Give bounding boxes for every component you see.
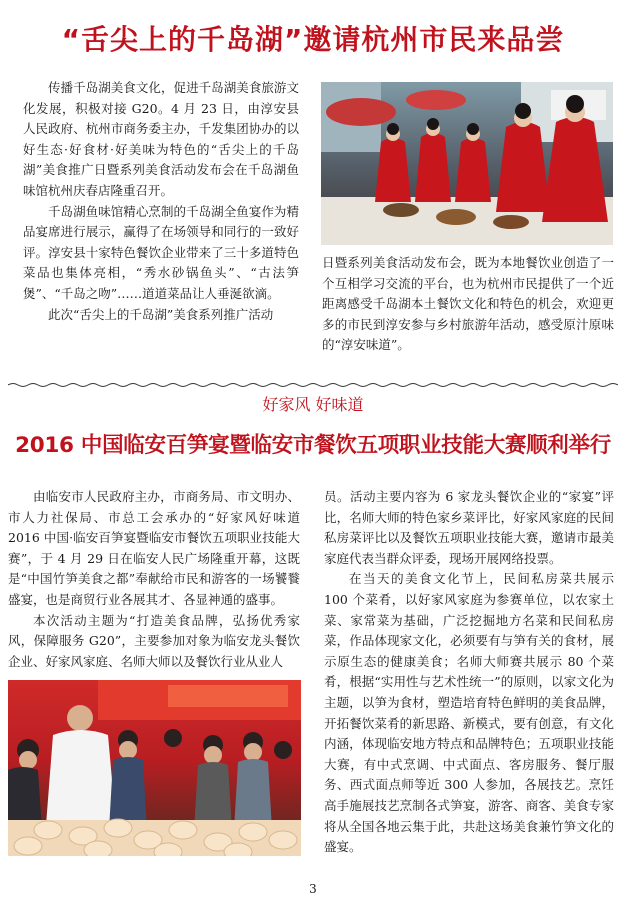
article2-paragraph: 在当天的美食文化节上，民间私房菜共展示 100 个菜肴，以好家风家庭为参赛单位，以农家土菜、家常菜为基础，广泛挖掘地方名菜和民间私房菜，作品体现家文化，必须要有与笋有关的食材，展示原生态的健康美食；名师大师赛共展示 80 个菜肴，根据“实用性与艺术性统一”的原则，以家文化为主题，以笋为食材，塑造培育特色鲜明的美食品牌，开拓餐饮菜肴的新思路、新模式，要有创意，有文化内涵，体现临安地方特点和品牌特色；五项职业技能大赛，有中式烹调、中式面点、客房服务、餐厅服务、西式面点师等近 300 人参加，各展技艺。烹饪高手施展技艺烹制各式笋宴，游客、商客、美食专家将从全国各地云集于此，共赴这场美食兼竹笋文化的盛宴。 [324, 571, 614, 855]
page-number: 3 [309, 882, 317, 896]
article1-paragraph: 传播千岛湖美食文化，促进千岛湖美食旅游文化发展，积极对接 G20。4 月 23 日，由淳安县人民政府、杭州市商务委主办，千发集团协办的以好生态·好食材·好美味为特色的“舌尖上的千岛湖”美食推广日暨系列美食活动发布会在千岛湖鱼味馆杭州庆春店隆重召开。 [23, 80, 299, 198]
article2-paragraph: 本次活动主题为“打造美食品牌，弘扬优秀家风，保障服务 G20”，主要参加对象为临安龙头餐饮企业、好家风家庭、名师大师以及餐饮行业从业人 [8, 612, 300, 669]
article1-left-column [23, 78, 299, 325]
article1-photo [321, 82, 613, 245]
article2-paragraph: 由临安市人民政府主办，市商务局、市文明办、市人力社保局、市总工会承办的“好家风好味道 2016 中国·临安百笋宴暨临安市餐饮五项职业技能大赛”，于 4 月 29 日在临安人民广场隆重开幕，这既是“中国竹笋美食之都”奉献给市民和游客的一场饕餮盛宴，也是商贸行业各展其才、各显神通的盛事。 [8, 489, 300, 607]
section-divider [8, 373, 618, 379]
article2-paragraph: 员。活动主要内容为 6 家龙头餐饮企业的“家宴”评比，名师大师的特色家乡菜评比，好家风家庭的民间私房菜评比以及餐饮五项职业技能大赛，邀请市最美家庭代表当群众评委，现场开展网络投票。 [324, 489, 614, 566]
article1-paragraph-continued: 日暨系列美食活动发布会，既为本地餐饮业创造了一个互相学习交流的平台，也为杭州市民提供了一个近距离感受千岛湖本土餐饮文化和特色的机会，欢迎更多的市民到淳安参与乡村旅游年活动，感受原汁原味的“淳安味道”。 [322, 255, 614, 353]
article2-title: 2016 中国临安百笋宴暨临安市餐饮五项职业技能大赛顺利举行 [15, 433, 611, 458]
article1-paragraph: 此次“舌尖上的千岛湖”美食系列推广活动 [48, 306, 274, 322]
article1-title: “舌尖上的千岛湖”邀请杭州市民来品尝 [61, 23, 565, 56]
article2-photo [8, 680, 301, 856]
article2-left-column [8, 487, 300, 672]
article1-right-column [322, 253, 614, 356]
article2-subtitle: 好家风 好味道 [262, 395, 364, 414]
article2-right-column [324, 487, 614, 858]
article1-paragraph: 千岛湖鱼味馆精心烹制的千岛湖全鱼宴作为精品宴席进行展示，赢得了在场领导和同行的一致好评。淳安县十家特色餐饮企业带来了三十多道特色菜品也集体亮相，“秀水砂锅鱼头”、“古法笋煲”、“千岛之吻”……道道菜品让人垂涎欲滴。 [23, 203, 299, 301]
